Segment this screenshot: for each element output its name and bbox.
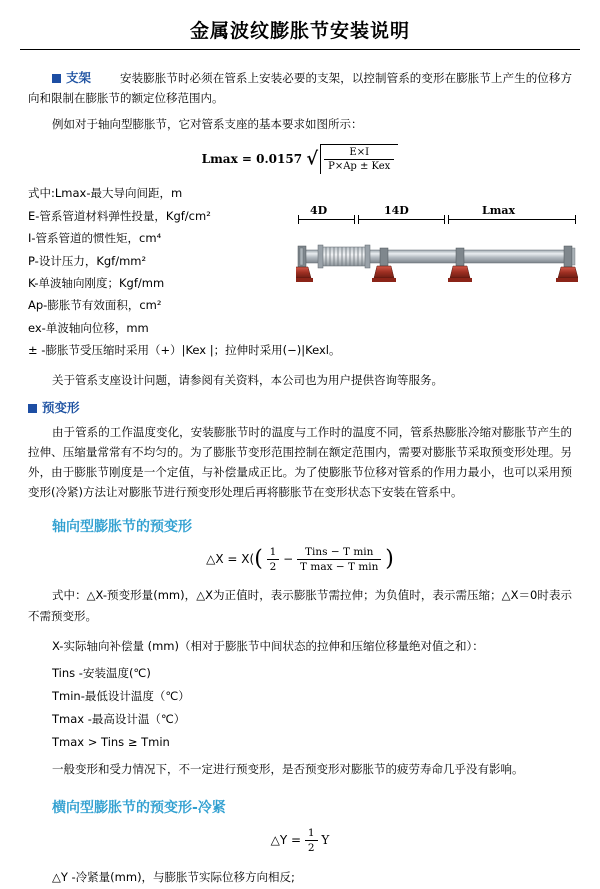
axial-frac2-numerator: Tins − T min xyxy=(297,546,381,560)
lateral-line: △Y -冷紧量(mm)，与膨胀节实际位移方向相反; xyxy=(52,869,295,884)
axial-line: X-实际轴向补偿量 (mm)（相对于膨胀节中间状态的拉伸和压缩位移量绝对值之和）： xyxy=(52,638,484,653)
dimension-label-lmax: Lmax xyxy=(482,204,516,217)
variable-item: Ap-膨胀节有效面积，cm² xyxy=(28,298,162,313)
variable-item: K-单波轴向刚度；Kgf/mm xyxy=(28,276,165,291)
axial-frac2-denominator: T max − T min xyxy=(300,561,379,574)
lateral-equation xyxy=(28,827,572,854)
lmax-formula-lhs: Lmax = 0.0157 xyxy=(201,152,303,167)
section-heading-support-label: 支架 xyxy=(66,70,92,85)
lateral-equation-lhs: △Y = xyxy=(270,832,302,847)
axial-frac1-denominator: 2 xyxy=(269,561,277,574)
support-paragraph-1: 安装膨胀节时必须在管系上安装必要的支架，以控制管系的变形在膨胀节上产生的位移方向和限制在膨胀节的额定位移范围内。 xyxy=(28,71,572,106)
support-paragraph-2: 例如对于轴向型膨胀节，它对管系支座的基本要求如图所示： xyxy=(52,117,363,132)
axial-equation-lhs: △X = X( xyxy=(206,552,255,567)
axial-line: 式中：△X-预变形量(mm)，△X为正值时，表示膨胀节需拉伸；为负值时，表示需压缩；△X＝0时表示不需预变形。 xyxy=(28,588,572,623)
dimension-tick xyxy=(298,215,299,224)
dimension-tick xyxy=(444,215,445,224)
subsection-heading-axial: 轴向型膨胀节的预变形 xyxy=(52,519,192,536)
bullet-square-icon xyxy=(52,74,61,83)
axial-equation-rhs: ) xyxy=(385,546,394,572)
bullet-square-icon xyxy=(28,404,37,413)
variable-item: 式中:Lmax-最大导向间距，m xyxy=(28,186,183,201)
lateral-frac-numerator: 1 xyxy=(305,827,318,841)
lmax-formula-numerator: E×I xyxy=(324,147,394,160)
dimension-label-14d: 14D xyxy=(384,204,409,217)
dimension-line-4d xyxy=(298,219,354,220)
section-heading-predeform xyxy=(28,398,572,416)
lateral-equation-rhs: Y xyxy=(321,832,330,847)
dimension-labels-row xyxy=(296,204,578,220)
page-title: 金属波纹膨胀节安装说明 xyxy=(189,20,410,42)
axial-line: Tins -安装温度(℃) xyxy=(52,665,151,680)
dimension-line-lmax xyxy=(448,219,576,220)
document-page xyxy=(0,16,600,884)
predeform-paragraph-1: 由于管系的工作温度变化，安装膨胀节时的温度与工作时的温度不同，管系热膨胀冷缩对膨胀节产生的拉伸、压缩量常常有不均匀的。为了膨胀节变形范围控制在额定范围内，需要对膨胀节采取预变形处理。另外，由于膨胀节刚度是一个定值，与补偿量成正比。为了使膨胀节位移对管系的作用力最小，也可以采用预变形(冷紧)方法让对膨胀节进行预变形处理后再将膨胀节在变形状态下安装在管系中。 xyxy=(28,424,572,500)
variable-item: P-设计压力，Kgf/mm² xyxy=(28,253,147,268)
document-body xyxy=(0,50,600,889)
dimension-tick xyxy=(448,215,449,224)
pipe-illustration-svg xyxy=(296,228,578,312)
subsection-heading-lateral: 横向型膨胀节的预变形-冷紧 xyxy=(52,799,226,816)
dimension-tick xyxy=(358,215,359,224)
variable-item: E-管系管道材料弹性投量，Kgf/cm² xyxy=(28,208,211,223)
axial-line: Tmax > Tins ≥ Tmin xyxy=(52,734,170,749)
axial-equation: △X = X(( $\frac{1}{2}$ − $\frac{\text{Tins − T min}}{\text{T max − T min}}$ ) xyxy=(206,546,394,574)
axial-line: 一般变形和受力情况下，不一定进行预变形，是否预变形对膨胀节的疲劳寿命几乎没有影响。 xyxy=(52,761,524,776)
variable-item: ex-单波轴向位移，mm xyxy=(28,320,149,335)
axial-equation-minus: − xyxy=(283,552,294,567)
bellows-section xyxy=(318,245,370,268)
lmax-formula-denominator: P×Ap ± Kex xyxy=(328,161,391,173)
support-paragraph-3: 关于管系支座设计问题，请参阅有关资料，本公司也为用户提供咨询等服务。 xyxy=(52,372,443,387)
dimension-label-4d: 4D xyxy=(310,204,328,217)
variable-item: I-管系管道的惯性矩，cm⁴ xyxy=(28,231,162,246)
axial-line: Tmin-最低设计温度（℃） xyxy=(52,688,190,703)
variable-item: ± -膨胀节受压缩时采用（+）|Kex |；拉伸时采用(−)|Kexl。 xyxy=(28,343,341,358)
dimension-line-14d xyxy=(358,219,444,220)
section-heading-predeform-label: 预变形 xyxy=(42,399,80,415)
dimension-tick xyxy=(354,215,355,224)
lmax-formula: Lmax = 0.0157 √ $\frac{E\times I}{\text{P×Ap ± Kex}}$ xyxy=(28,144,572,174)
dimension-tick xyxy=(575,215,576,224)
axial-frac1-numerator: 1 xyxy=(267,546,280,560)
axial-line: Tmax -最高设计温（℃） xyxy=(52,711,186,726)
lateral-frac-denominator: 2 xyxy=(307,841,315,854)
pipe-support-diagram xyxy=(296,204,578,312)
